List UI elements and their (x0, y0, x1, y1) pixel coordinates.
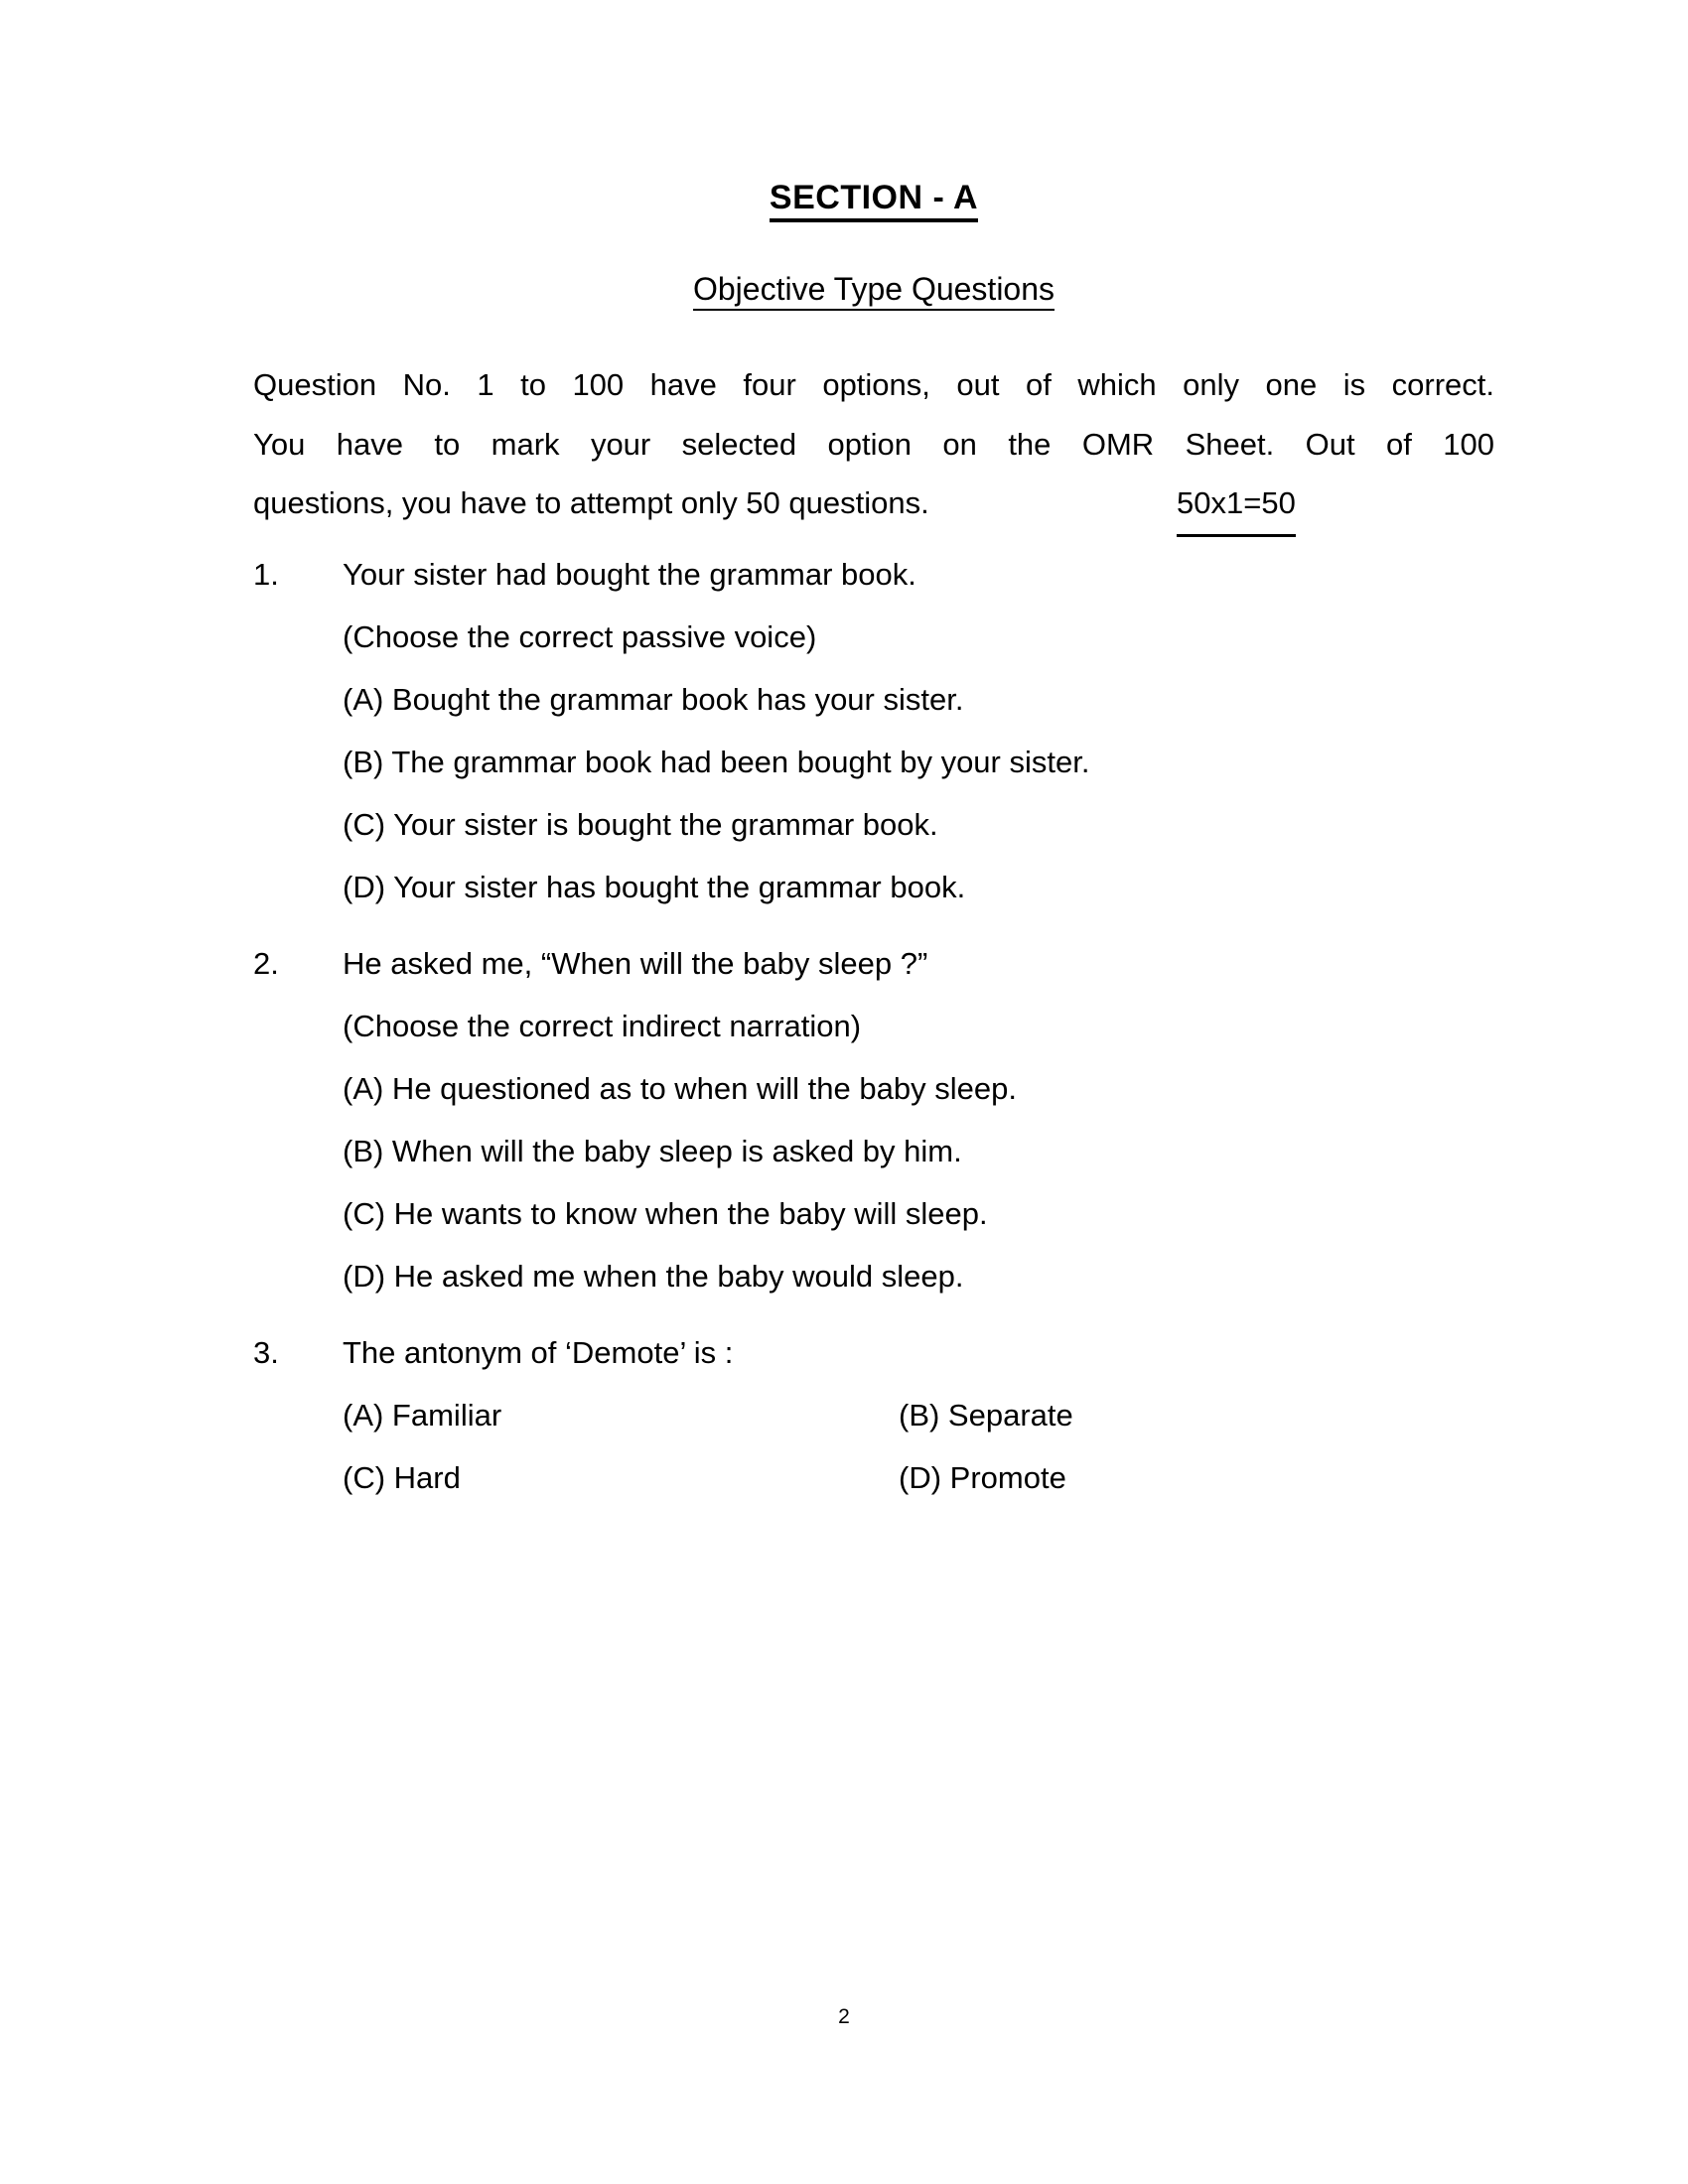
question-3-stem: The antonym of ‘Demote’ is : (343, 1334, 734, 1370)
question-2-directive: (Choose the correct indirect narration) (343, 1008, 862, 1043)
section-heading (253, 0, 1494, 217)
instructions-block (253, 355, 1494, 533)
section-heading-text: SECTION - A (770, 179, 978, 222)
question-3-options-row-1 (343, 1397, 1494, 1433)
question-1-number: 1. (253, 556, 279, 592)
question-2-number: 2. (253, 945, 279, 981)
subheading-text: Objective Type Questions (693, 271, 1055, 311)
question-2-option-c[interactable]: (C) He wants to know when the baby will sleep. (343, 1195, 988, 1231)
question-1-option-b[interactable]: (B) The grammar book had been bought by your sister. (343, 744, 1090, 779)
question-1-option-a[interactable]: (A) Bought the grammar book has your sister. (343, 681, 964, 717)
question-2-option-d[interactable]: (D) He asked me when the baby would sleep. (343, 1258, 964, 1294)
question-1-directive: (Choose the correct passive voice) (343, 618, 817, 654)
question-1-option-d[interactable]: (D) Your sister has bought the grammar book. (343, 869, 966, 904)
marks-allocation: 50x1=50 (1177, 474, 1296, 537)
question-2-stem: He asked me, “When will the baby sleep ?” (343, 945, 928, 981)
question-3 (253, 1334, 1494, 1495)
page-number: 2 (838, 2005, 850, 2028)
question-3-option-a[interactable]: (A) Familiar (343, 1397, 502, 1433)
question-1-option-c[interactable]: (C) Your sister is bought the grammar book. (343, 806, 938, 842)
question-1-stem: Your sister had bought the grammar book. (343, 556, 916, 592)
question-1-stem-row (253, 556, 1494, 592)
instruction-line-3-row (253, 474, 1494, 533)
questions-list (253, 556, 1494, 1495)
question-2 (253, 945, 1494, 1294)
question-1 (253, 556, 1494, 904)
question-3-option-b[interactable]: (B) Separate (899, 1397, 1073, 1433)
question-2-option-a[interactable]: (A) He questioned as to when will the baby sleep. (343, 1070, 1017, 1106)
objective-type-subheading (253, 217, 1494, 308)
instruction-line-2: You have to mark your selected option on the OMR Sheet. Out of 100 (253, 426, 1494, 462)
question-3-option-d[interactable]: (D) Promote (899, 1459, 1066, 1495)
instruction-line-1: Question No. 1 to 100 have four options, out of which only one is correct. (253, 367, 1494, 402)
instruction-line-3: questions, you have to attempt only 50 questions. (253, 485, 929, 521)
question-3-option-c[interactable]: (C) Hard (343, 1459, 461, 1495)
question-3-options-row-2 (343, 1459, 1494, 1495)
question-3-number: 3. (253, 1334, 279, 1370)
question-2-option-b[interactable]: (B) When will the baby sleep is asked by him. (343, 1133, 962, 1168)
question-2-stem-row (253, 945, 1494, 981)
question-3-stem-row (253, 1334, 1494, 1370)
page-content (253, 0, 1494, 1525)
